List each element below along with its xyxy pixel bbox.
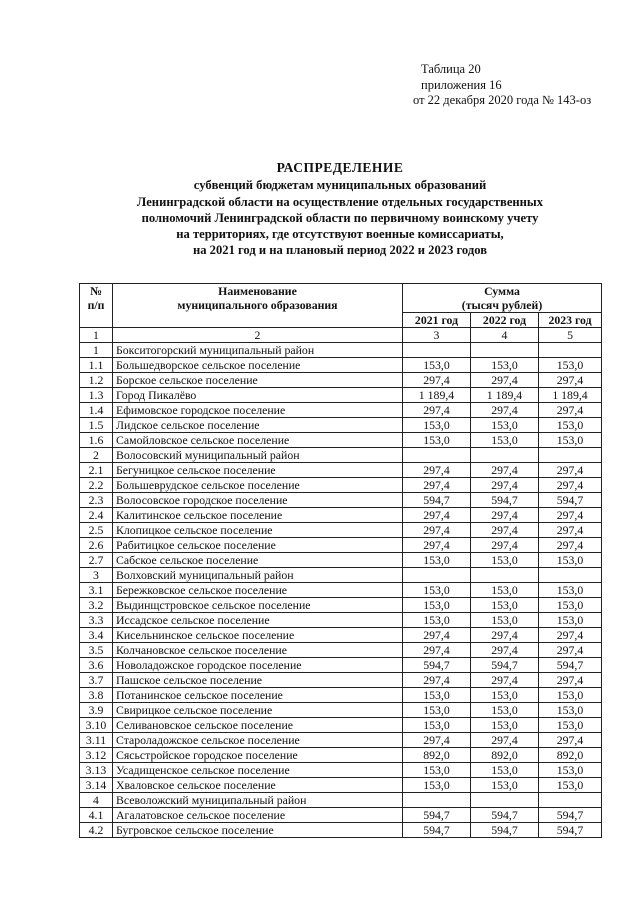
row-number: 3.5: [80, 643, 113, 658]
amount-2021: 297,4: [403, 538, 471, 553]
municipality-name: Бегуницкое сельское поселение: [113, 463, 403, 478]
municipality-name: Самойловское сельское поселение: [113, 433, 403, 448]
row-number: 3.11: [80, 733, 113, 748]
document-title: [60, 160, 620, 259]
amount-2023: 297,4: [539, 508, 602, 523]
amount-2023: 594,7: [539, 823, 602, 838]
amount-2021: 297,4: [403, 733, 471, 748]
amount-2023: 892,0: [539, 748, 602, 763]
table-row: [80, 643, 602, 658]
amount-2021: 153,0: [403, 763, 471, 778]
amount-2023: [539, 448, 602, 463]
row-number: 1.1: [80, 358, 113, 373]
column-number: 3: [403, 328, 471, 343]
table-row: [80, 553, 602, 568]
column-number: 5: [539, 328, 602, 343]
municipality-name: Волосовский муниципальный район: [113, 448, 403, 463]
amount-2023: 153,0: [539, 613, 602, 628]
amount-2021: 594,7: [403, 808, 471, 823]
amount-2021: 153,0: [403, 583, 471, 598]
municipality-name: Клопицкое сельское поселение: [113, 523, 403, 538]
amount-2022: 297,4: [471, 373, 539, 388]
municipality-name: Колчановское сельское поселение: [113, 643, 403, 658]
amount-2021: 297,4: [403, 373, 471, 388]
annex-header: [413, 62, 591, 109]
amount-2023: 153,0: [539, 598, 602, 613]
table-body: [80, 343, 602, 838]
title-line: полномочий Ленинградской области по первичному воинскому учету: [141, 210, 539, 225]
municipality-name: Сабское сельское поселение: [113, 553, 403, 568]
table-row: [80, 358, 602, 373]
amount-2022: 153,0: [471, 418, 539, 433]
amount-2022: 153,0: [471, 598, 539, 613]
header-number-line1: №: [90, 284, 102, 298]
amount-2021: 153,0: [403, 718, 471, 733]
amount-2022: 297,4: [471, 403, 539, 418]
municipality-name: Иссадское сельское поселение: [113, 613, 403, 628]
municipality-name: Бережковское сельское поселение: [113, 583, 403, 598]
table-row: [80, 538, 602, 553]
table-row: [80, 778, 602, 793]
municipality-name: Всеволожский муниципальный район: [113, 793, 403, 808]
amount-2022: 297,4: [471, 538, 539, 553]
amount-2022: 297,4: [471, 673, 539, 688]
amount-2021: 153,0: [403, 553, 471, 568]
table-row: [80, 673, 602, 688]
title-line: субвенций бюджетам муниципальных образований: [193, 178, 487, 193]
amount-2022: 892,0: [471, 748, 539, 763]
header-sum-line2: (тысяч рублей): [461, 298, 543, 312]
title-line: на территориях, где отсутствуют военные комиссариаты,: [176, 227, 504, 242]
amount-2023: 153,0: [539, 358, 602, 373]
municipality-name: Сясьстройское городское поселение: [113, 748, 403, 763]
municipality-name: Бокситогорский муниципальный район: [113, 343, 403, 358]
amount-2022: 153,0: [471, 718, 539, 733]
amount-2023: 297,4: [539, 373, 602, 388]
table-row: [80, 388, 602, 403]
amount-2022: 297,4: [471, 643, 539, 658]
municipality-name: Пашское сельское поселение: [113, 673, 403, 688]
amount-2022: 297,4: [471, 478, 539, 493]
amount-2021: 594,7: [403, 823, 471, 838]
district-row: [80, 343, 602, 358]
amount-2022: 594,7: [471, 493, 539, 508]
table-row: [80, 433, 602, 448]
row-number: 3.6: [80, 658, 113, 673]
amount-2023: 297,4: [539, 673, 602, 688]
header-year-2021: 2021 год: [403, 313, 471, 328]
amount-2022: 153,0: [471, 358, 539, 373]
table-row: [80, 583, 602, 598]
title-line: на 2021 год и на плановый период 2022 и 2023 годов: [192, 243, 488, 258]
amount-2022: 297,4: [471, 463, 539, 478]
amount-2021: 153,0: [403, 688, 471, 703]
amount-2021: 297,4: [403, 673, 471, 688]
municipality-name: Усадищенское сельское поселение: [113, 763, 403, 778]
table-row: [80, 688, 602, 703]
table-row: [80, 808, 602, 823]
amount-2022: 153,0: [471, 688, 539, 703]
amount-2023: 297,4: [539, 478, 602, 493]
municipality-name: Волосовское городское поселение: [113, 493, 403, 508]
row-number: 3.9: [80, 703, 113, 718]
amount-2021: 153,0: [403, 598, 471, 613]
amount-2022: 594,7: [471, 658, 539, 673]
header-name: [113, 284, 403, 328]
municipality-name: Кисельнинское сельское поселение: [113, 628, 403, 643]
amount-2023: 153,0: [539, 778, 602, 793]
amount-2022: 297,4: [471, 508, 539, 523]
row-number: 2: [80, 448, 113, 463]
row-number: 3.8: [80, 688, 113, 703]
title-main: РАСПРЕДЕЛЕНИЕ: [276, 160, 404, 175]
amount-2021: 297,4: [403, 523, 471, 538]
amount-2022: 153,0: [471, 583, 539, 598]
row-number: 2.6: [80, 538, 113, 553]
table-row: [80, 613, 602, 628]
amount-2023: 594,7: [539, 658, 602, 673]
municipality-name: Ефимовское городское поселение: [113, 403, 403, 418]
header-name-line1: Наименование: [218, 284, 297, 298]
municipality-name: Хваловское сельское поселение: [113, 778, 403, 793]
amount-2022: 153,0: [471, 778, 539, 793]
amount-2022: 153,0: [471, 613, 539, 628]
table-row: [80, 493, 602, 508]
appendix-ref: приложения 16: [421, 77, 502, 92]
amount-2022: 153,0: [471, 703, 539, 718]
amount-2022: 594,7: [471, 808, 539, 823]
row-number: 4.2: [80, 823, 113, 838]
amount-2023: [539, 793, 602, 808]
subvention-table: [79, 283, 602, 838]
table-row: [80, 403, 602, 418]
municipality-name: Потанинское сельское поселение: [113, 688, 403, 703]
amount-2021: 594,7: [403, 658, 471, 673]
amount-2021: 153,0: [403, 778, 471, 793]
amount-2022: [471, 793, 539, 808]
amount-2022: 297,4: [471, 733, 539, 748]
amount-2023: 153,0: [539, 688, 602, 703]
amount-2023: 594,7: [539, 808, 602, 823]
amount-2022: 153,0: [471, 763, 539, 778]
district-row: [80, 793, 602, 808]
row-number: 4.1: [80, 808, 113, 823]
amount-2021: [403, 568, 471, 583]
column-number: 2: [113, 328, 403, 343]
district-row: [80, 448, 602, 463]
row-number: 3.2: [80, 598, 113, 613]
table-row: [80, 658, 602, 673]
header-year-2023: 2023 год: [539, 313, 602, 328]
amount-2021: 153,0: [403, 418, 471, 433]
row-number: 3.7: [80, 673, 113, 688]
row-number: 1: [80, 343, 113, 358]
row-number: 3.4: [80, 628, 113, 643]
municipality-name: Лидское сельское поселение: [113, 418, 403, 433]
municipality-name: Калитинское сельское поселение: [113, 508, 403, 523]
row-number: 3.10: [80, 718, 113, 733]
municipality-name: Город Пикалёво: [113, 388, 403, 403]
row-number: 2.2: [80, 478, 113, 493]
amount-2023: 297,4: [539, 643, 602, 658]
municipality-name: Волховский муниципальный район: [113, 568, 403, 583]
row-number: 1.3: [80, 388, 113, 403]
municipality-name: Бугровское сельское поселение: [113, 823, 403, 838]
amount-2021: 892,0: [403, 748, 471, 763]
row-number: 3.13: [80, 763, 113, 778]
table-row: [80, 703, 602, 718]
row-number: 4: [80, 793, 113, 808]
header-sum: [403, 284, 602, 313]
title-line: Ленинградской области на осуществление отдельных государственных: [136, 194, 544, 209]
amount-2023: 297,4: [539, 628, 602, 643]
amount-2021: 297,4: [403, 478, 471, 493]
municipality-name: Большеврудское сельское поселение: [113, 478, 403, 493]
table-row: [80, 628, 602, 643]
table-row: [80, 823, 602, 838]
amount-2022: 153,0: [471, 433, 539, 448]
amount-2021: 153,0: [403, 433, 471, 448]
amount-2021: 594,7: [403, 493, 471, 508]
amount-2021: 153,0: [403, 613, 471, 628]
law-date: от 22 декабря 2020 года № 143-оз: [413, 93, 592, 107]
amount-2023: 153,0: [539, 583, 602, 598]
amount-2022: 594,7: [471, 823, 539, 838]
table-row: [80, 598, 602, 613]
municipality-name: Свирицкое сельское поселение: [113, 703, 403, 718]
amount-2023: 297,4: [539, 538, 602, 553]
amount-2023: 153,0: [539, 718, 602, 733]
amount-2021: [403, 343, 471, 358]
table-row: [80, 523, 602, 538]
amount-2023: 297,4: [539, 523, 602, 538]
row-number: 2.5: [80, 523, 113, 538]
row-number: 3.12: [80, 748, 113, 763]
amount-2023: 297,4: [539, 403, 602, 418]
header-number-line2: п/п: [87, 298, 105, 312]
amount-2022: 1 189,4: [471, 388, 539, 403]
municipality-name: Борское сельское поселение: [113, 373, 403, 388]
row-number: 1.6: [80, 433, 113, 448]
municipality-name: Староладожское сельское поселение: [113, 733, 403, 748]
header-name-line2: муниципального образования: [177, 298, 338, 312]
amount-2021: 297,4: [403, 463, 471, 478]
amount-2021: 297,4: [403, 628, 471, 643]
amount-2023: 153,0: [539, 433, 602, 448]
table-row: [80, 718, 602, 733]
header-number: [80, 284, 113, 328]
amount-2022: [471, 568, 539, 583]
amount-2021: 153,0: [403, 358, 471, 373]
municipality-name: Выдинщстровское сельское поселение: [113, 598, 403, 613]
column-number: 1: [80, 328, 113, 343]
row-number: 2.1: [80, 463, 113, 478]
table-row: [80, 748, 602, 763]
municipality-name: Большедворское сельское поселение: [113, 358, 403, 373]
amount-2021: [403, 448, 471, 463]
amount-2021: 297,4: [403, 643, 471, 658]
column-number: 4: [471, 328, 539, 343]
amount-2021: 297,4: [403, 403, 471, 418]
table-row: [80, 478, 602, 493]
row-number: 3.14: [80, 778, 113, 793]
amount-2023: 1 189,4: [539, 388, 602, 403]
column-number-row: [80, 328, 602, 343]
row-number: 3.3: [80, 613, 113, 628]
row-number: 3.1: [80, 583, 113, 598]
row-number: 2.7: [80, 553, 113, 568]
amount-2021: [403, 793, 471, 808]
amount-2022: [471, 343, 539, 358]
row-number: 2.4: [80, 508, 113, 523]
district-row: [80, 568, 602, 583]
municipality-name: Рабитицкое сельское поселение: [113, 538, 403, 553]
amount-2023: 297,4: [539, 463, 602, 478]
amount-2023: [539, 343, 602, 358]
table-row: [80, 508, 602, 523]
amount-2023: 594,7: [539, 493, 602, 508]
header-year-2022: 2022 год: [471, 313, 539, 328]
municipality-name: Новоладожское городское поселение: [113, 658, 403, 673]
amount-2022: 297,4: [471, 523, 539, 538]
row-number: 1.4: [80, 403, 113, 418]
amount-2023: 153,0: [539, 553, 602, 568]
row-number: 1.2: [80, 373, 113, 388]
amount-2021: 297,4: [403, 508, 471, 523]
amount-2022: 153,0: [471, 553, 539, 568]
table-row: [80, 463, 602, 478]
municipality-name: Селивановское сельское поселение: [113, 718, 403, 733]
table-number: Таблица 20: [421, 62, 481, 76]
amount-2022: [471, 448, 539, 463]
amount-2023: 297,4: [539, 733, 602, 748]
amount-2023: 153,0: [539, 763, 602, 778]
table-row: [80, 763, 602, 778]
header-sum-line1: Сумма: [484, 284, 520, 298]
table-row: [80, 418, 602, 433]
amount-2023: 153,0: [539, 703, 602, 718]
amount-2023: 153,0: [539, 418, 602, 433]
table-row: [80, 733, 602, 748]
row-number: 2.3: [80, 493, 113, 508]
municipality-name: Агалатовское сельское поселение: [113, 808, 403, 823]
amount-2021: 153,0: [403, 703, 471, 718]
amount-2023: [539, 568, 602, 583]
amount-2022: 297,4: [471, 628, 539, 643]
row-number: 3: [80, 568, 113, 583]
table-row: [80, 373, 602, 388]
row-number: 1.5: [80, 418, 113, 433]
amount-2021: 1 189,4: [403, 388, 471, 403]
